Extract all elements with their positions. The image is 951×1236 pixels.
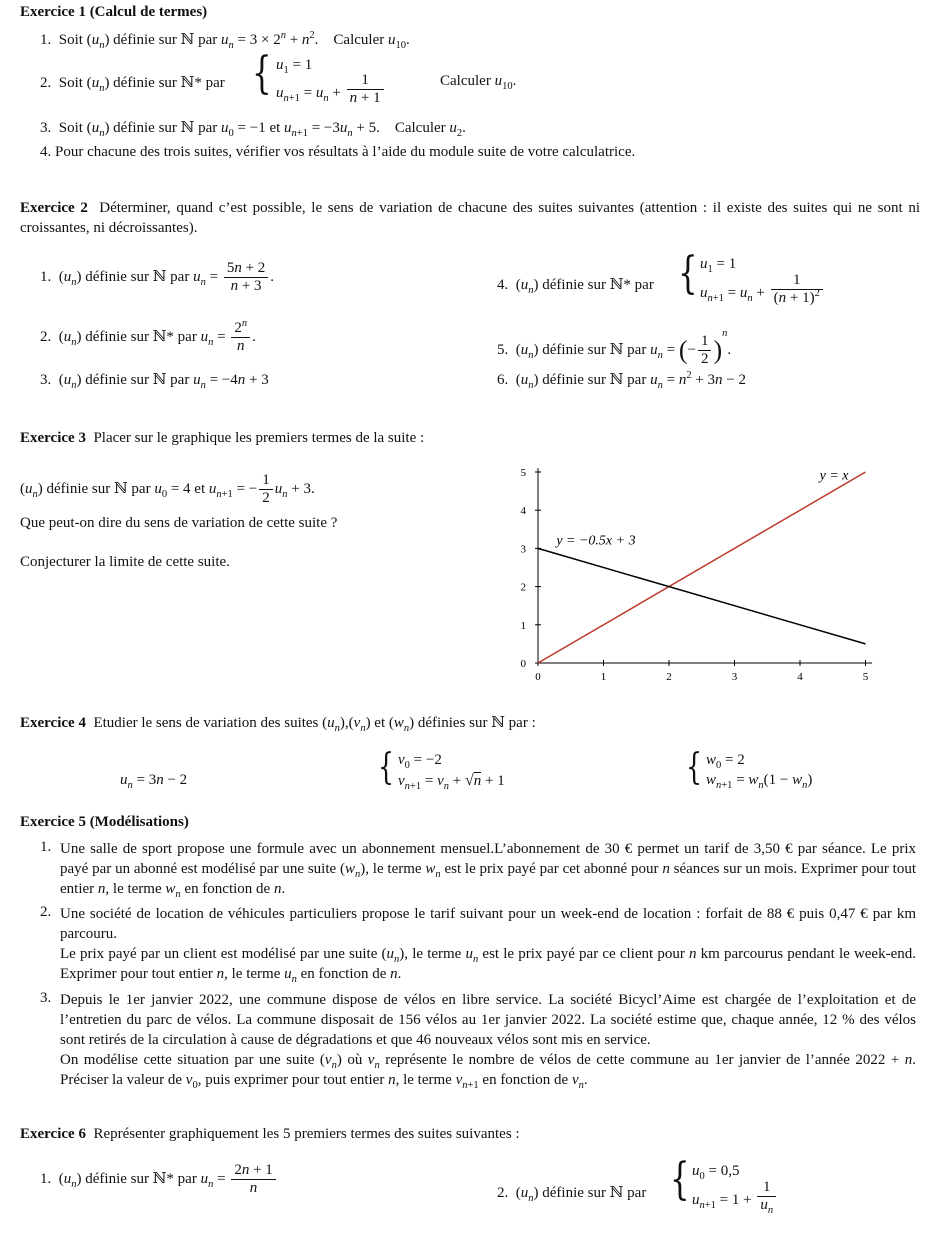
ex3-intro-line (20, 430, 424, 447)
y-tick-label: 4 (520, 505, 526, 518)
ex3-q1: Que peut-on dire du sens de variation de cette suite ? (20, 515, 338, 531)
x-tick-label: 4 (797, 671, 803, 683)
x-tick-label: 3 (731, 671, 738, 683)
ex1-item-2-rec: $u_{n+1} = u_n$ + $\frac{1}{n + 1}$ (276, 80, 386, 107)
x-tick-label: 2 (666, 671, 672, 683)
ex2-item-4-u1: $u_1 = 1$ (700, 256, 737, 275)
ex5-num-1: 1. (40, 839, 52, 855)
ex1-title: Exercice 1 (Calcul de termes) (20, 4, 208, 20)
ex1-item-1: 1. Soit $(u_n)$ définie sur ℕ par $u_n = 3 \times 2^n + n^2$. Calculer $u_{10}$. (40, 30, 410, 51)
graph-label-affine: y = −0.5x + 3 (556, 533, 636, 549)
ex2-item-4: 4. $(u_n)$ définie sur ℕ* par (497, 277, 654, 296)
ex2-item-5: 5. $(u_n)$ définie sur ℕ par $u_n$ = (− $\frac{1}{2}$ )$^n$. (497, 327, 732, 367)
ex4-title: Exercice 4 (20, 715, 86, 731)
ex6-item-1: 1. $(u_n)$ définie sur ℕ* par $u_n$ = $\frac{2n + 1}{n}$ (40, 1162, 278, 1197)
ex2-item-2: 2. $(u_n)$ définie sur ℕ* par $u_n$ = $\frac{2^n}{n}$ . (40, 318, 256, 354)
ex5-title: Exercice 5 (Modélisations) (20, 814, 189, 830)
ex4-vrec: $v_{n+1} = v_n + √n + 1$ (398, 772, 505, 792)
y-tick-label: 2 (520, 581, 526, 594)
x-tick-label: 0 (535, 671, 541, 683)
ex5-item-1: Une salle de sport propose une formule avec un abonnement mensuel.L’abonnement de 30 € permet un tarif de 3,50 € par séance. Le prix payé par un abonné est modélisé par une suite $(w_n)$, le terme $w_n$ est le prix payé par cet abonné pour n séances sur un mois. Exprimer pour tout entier n, le terme $w_n$ en fonction de n. (60, 841, 916, 900)
ex5-num-3: 3. (40, 990, 52, 1006)
ex6-title: Exercice 6 (20, 1126, 86, 1142)
ex4-v0: $v_0 = -2$ (398, 752, 442, 771)
brace-4: { (686, 747, 703, 788)
brace-1: { (252, 48, 272, 99)
ex2-item-6: 6. $(u_n)$ définie sur ℕ par $u_n = n^2 + 3n - 2$ (497, 370, 746, 391)
x-tick-label: 1 (600, 671, 607, 683)
graph-label-identity: y = x (819, 468, 849, 484)
brace-5: { (670, 1154, 690, 1205)
brace-3: { (378, 747, 395, 788)
ex2-item-1: 1. $(u_n)$ définie sur ℕ par $u_n$ = $\frac{5n + 2}{n + 3}$ . (40, 260, 275, 294)
ex3-graph (500, 465, 880, 687)
ex1-item-2: 2. Soit $(u_n)$ définie sur ℕ* par (40, 75, 225, 94)
ex3-q2: Conjecturer la limite de cette suite. (20, 554, 230, 570)
ex4-intro-line: Exercice 4 Etudier le sens de variation des suites $(u_n),(v_n)$ et $(w_n)$ définies sur ℕ par : (20, 715, 536, 734)
ex5-item-3: Depuis le 1er janvier 2022, une commune dispose de vélos en libre service. La société Bicycl’Aime est chargée de l’exploitation et de l’entretien du parc de vélos. La commune disposait de 156 vélos au 1er janvier 2022. La société estime que, chaque année, 12 % des vélos sont retirés de la circulation à cause de dégradations et que 46 nouveaux vélos sont mis en service. On modélise cette situation par une suite $(v_n)$ où $v_n$ représente le nombre de vélos de cette commune au 1er janvier de l’année 2022 + n. Préciser la valeur de $v_0$, puis exprimer pour tout entier n, le terme $v_{n+1}$ en fonction de $v_n$. (60, 992, 916, 1091)
ex6-item-2: 2. $(u_n)$ définie sur ℕ par (497, 1185, 647, 1204)
y-tick-label: 3 (520, 543, 526, 556)
ex6-intro: Représenter graphiquement les 5 premiers termes des suites suivantes : (93, 1126, 520, 1142)
ex2-item-3: 3. $(u_n)$ définie sur ℕ par $u_n = -4n + 3$ (40, 372, 269, 391)
ex3-title: Exercice 3 (20, 430, 86, 446)
ex5-item-2: Une société de location de véhicules particuliers propose le tarif suivant pour un week-end de location : forfait de 88 € puis 0,47 € par km parcouru. Le prix payé par un client est modélisé par une suite $(u_n)$, le terme $u_n$ est le prix payé par ce client pour n km parcourus pendant le week-end. Exprimer pour tout entier n, le terme $u_n$ en fonction de n. (60, 906, 916, 985)
ex6-item-2-rec: $u_{n+1} = 1$ + $\frac{1}{u_n}$ (692, 1187, 778, 1214)
ex2-intro-block (20, 198, 920, 238)
y-tick-label: 5 (520, 467, 526, 479)
y-tick-label: 1 (520, 619, 526, 632)
ex1-item-2-calc: Calculer $u_{10}$. (440, 73, 517, 92)
y-tick-label: 0 (520, 658, 526, 670)
graph-line-affine (538, 548, 866, 644)
ex6-intro-line (20, 1126, 520, 1143)
ex1-item-2-u1: $u_1 = 1$ (276, 57, 313, 76)
ex2-title: Exercice 2 (20, 200, 88, 216)
ex4-u: $u_n = 3n - 2$ (120, 772, 188, 791)
ex3-intro: Placer sur le graphique les premiers termes de la suite : (93, 430, 425, 446)
ex4-wrec: $w_{n+1} = w_n(1 - w_n)$ (706, 772, 813, 791)
ex5-num-2: 2. (40, 904, 52, 920)
ex2-intro: Déterminer, quand c’est possible, le sens de variation de chacune des suites suivantes (attention : il existe des suites qui ne sont ni croissantes, ni décroissantes). (20, 200, 920, 236)
graph-line-identity (538, 472, 866, 663)
ex4-w0: $w_0 = 2$ (706, 752, 745, 771)
ex6-item-2-u0: $u_0 = 0,5$ (692, 1163, 740, 1182)
ex1-item-3: 3. Soit $(u_n)$ définie sur ℕ par $u_0 = -1$ et $u_{n+1} = -3u_n + 5$. Calculer $u_2$. (40, 120, 466, 139)
x-tick-label: 5 (862, 671, 869, 683)
ex2-item-4-rec: $u_{n+1} = u_n$ + $\frac{1}{(n + 1)^2}$ (700, 280, 825, 307)
ex1-item-4: 4. Pour chacune des trois suites, vérifier vos résultats à l’aide du module suite de votre calculatrice. (40, 144, 636, 160)
brace-2: { (678, 248, 698, 299)
ex3-def: $(u_n)$ définie sur ℕ par $u_0 = 4$ et $u_{n+1}$ = − $\frac{1}{2}$ $u_n + 3$. (20, 472, 315, 506)
